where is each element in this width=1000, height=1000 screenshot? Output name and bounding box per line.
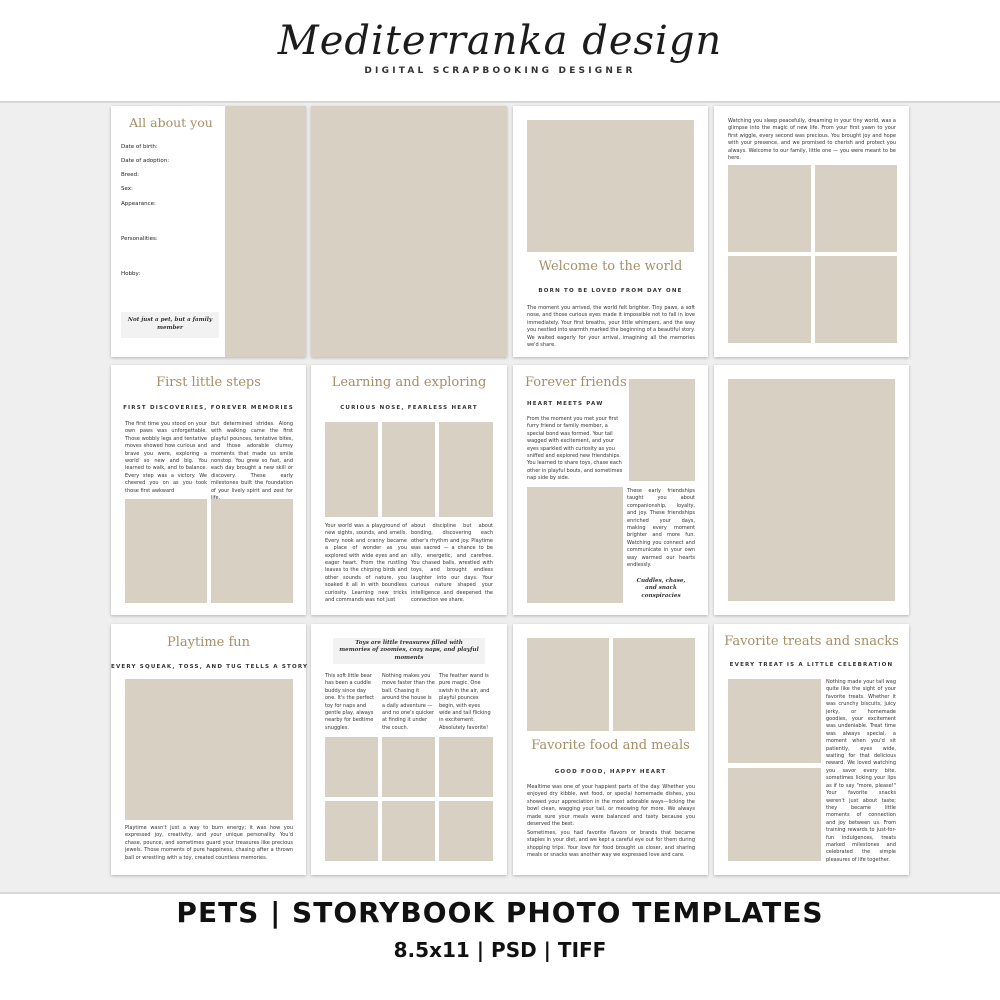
field-label: Sex: [121, 186, 133, 192]
body-text-right: about discipline but about bonding, discovering each other's rhythm and joy. Playtime was sacred — a chance to be silly, energetic, and carefree. You chased balls, wrestled with toys, and brought endless laughter into our days. Your curious nature shaped your intelligence and deepened the connection we share. [411, 523, 493, 604]
page-title: Learning and exploring [331, 375, 487, 390]
photo-placeholder [728, 165, 811, 252]
brand-logo: Mediterranka design [277, 18, 723, 64]
page-title: All about you [129, 115, 213, 130]
page-title: Forever friends [525, 375, 627, 390]
photo-placeholder [728, 679, 821, 763]
photo-placeholder [527, 638, 609, 731]
page-favorite-food-and-meals [513, 624, 708, 875]
page-toys [311, 624, 507, 875]
body-text-left: Your world was a playground of new sights, sounds, and smells. Every nook and cranny became a place of wonder as you explored with wide eyes and an eager heart. From the rustling leaves to the chirping birds and other sounds of nature, you soaked it all in with boundless curiosity. Learning new tricks and commands was not just [325, 523, 407, 604]
body-text-left: This soft little bear has been a cuddle buddy since day one. It's the perfect toy for naps and gentle play, always nearby for bedtime snuggles. [325, 673, 375, 731]
photo-placeholder [815, 256, 897, 343]
photo-placeholder [125, 679, 293, 820]
quote-box: Cuddles, chase, and snack conspiracies [627, 576, 695, 602]
page-full-photo [311, 106, 507, 357]
body-text: From the moment you met your first furry friend or family member, a special bond was formed. Your tail wagged with excitement, and your eyes sparkled with curiosity as you sniffed and explored new friendships. You learned to share toys, chase each other in playful bouts, and sometimes nap side by side. [527, 416, 623, 482]
photo-placeholder [382, 422, 435, 517]
field-label: Appearance: [121, 201, 156, 207]
page-welcome-to-the-world [513, 106, 708, 357]
field-label: Hobby: [121, 271, 141, 277]
page-title: First little steps [156, 375, 261, 390]
page-watching-you-sleep [714, 106, 909, 357]
photo-placeholder [728, 768, 821, 861]
body-text-mid: Nothing makes you move faster than the ball. Chasing it around the house is a daily adventure — and no one's quicker at finding it under the couch. [382, 673, 435, 731]
brand-tagline: DIGITAL SCRAPBOOKING DESIGNER [364, 66, 636, 76]
body-text-right: but determined strides. Along with walking came the first playful pounces, tentative bites, and those adorable clumsy moments that made us smile nonstop. You grew so fast, and each day brought a new skill or discovery. These early milestones built the foundation of your lively spirit and zest for [211, 421, 293, 494]
field-label: Date of adoption: [121, 158, 170, 164]
page-title: Playtime fun [166, 635, 251, 650]
body-text-left: The first time you stood on your own paws was unforgettable. Those wobbly legs and tentative moves showed how curious and brave you were, exploring a world so new and big. You learned to walk, and to balance. Every step was a victory. We cheered you on as you took those first awkward [125, 421, 207, 494]
photo-placeholder [325, 801, 378, 861]
body-text: The moment you arrived, the world felt brighter. Tiny paws, a soft nose, and those curious eyes made it impossible not to fall in love immediately. Your first breaths, your little whimpers, and the way you nestled into warmth marked the beginning of a beautiful story. We waited eagerly for your arrival, imagining all the memories we'd share. [527, 305, 695, 349]
field-label: Breed: [121, 172, 140, 178]
photo-placeholder [439, 422, 493, 517]
page-favorite-treats-and-snacks [714, 624, 909, 875]
body-text: Nothing made your tail wag quite like the sight of your favorite treats. Whether it was crunchy biscuits, juicy jerky, or homemade goodies, your excitement was undeniable. Treat time was always special, a moment when you'd sit patiently, eyes wide, waiting for that delicious reward. We loved watching you savor every bite, sometimes licking your lips as if to say "more, please!" Your favorite snacks weren't just about taste; they became little moments of connection and joy between us. From training rewards to just-for-fun indulgences, treats marked milestones and celebrated the simple pleasures of life together. [826, 679, 896, 863]
page-subtitle: EVERY TREAT IS A LITTLE CELEBRATION [729, 662, 894, 668]
page-title: Welcome to the world [538, 259, 683, 274]
photo-placeholder [211, 499, 293, 603]
photo-placeholder [382, 801, 435, 861]
page-title: Favorite treats and snacks [724, 634, 899, 649]
quote-box: Not just a pet, but a family member [121, 312, 219, 338]
page-full-photo-2 [714, 365, 909, 615]
photo-placeholder [439, 801, 493, 861]
page-playtime-fun [111, 624, 309, 875]
product-formats: 8.5x11 | PSD | TIFF [393, 938, 607, 962]
photo-placeholder [325, 422, 378, 517]
page-subtitle: HEART MEETS PAW [527, 401, 604, 407]
photo-placeholder [728, 256, 811, 343]
photo-placeholder [382, 737, 435, 797]
photo-placeholder [629, 379, 695, 481]
product-title: PETS | STORYBOOK PHOTO TEMPLATES [176, 896, 824, 929]
field-label: Personalities: [121, 236, 158, 242]
photo-placeholder [613, 638, 695, 731]
photo-placeholder [225, 106, 306, 357]
photo-placeholder [527, 120, 694, 252]
photo-placeholder [325, 737, 378, 797]
quote-box: Toys are little treasures filled with memories of zoomies, cozy naps, and playful moments [333, 638, 485, 664]
body-text: Playtime wasn't just a way to burn energy; it was how you expressed joy, creativity, and your unique personality. You'd chase, pounce, and sometimes guard your treasures like precious jewels. Those moments of pure happiness, chasing after a thrown ball or wrestling with a toy, created countless memories. [125, 825, 293, 861]
page-learning-and-exploring [311, 365, 507, 615]
photo-placeholder [527, 487, 623, 603]
page-subtitle: FIRST DISCOVERIES, FOREVER MEMORIES [123, 405, 294, 411]
page-first-little-steps [111, 365, 306, 615]
body-text-2: Sometimes, you had favorite flavors or brands that became staples in your diet, and we kept a careful eye out for them during shopping trips. Your love for food brought us closer, and sharing meals or snacks was another way we expressed love and care. [527, 830, 695, 859]
photo-placeholder [311, 106, 507, 357]
photo-placeholder [728, 379, 895, 601]
page-all-about-you [111, 106, 306, 357]
page-subtitle: CURIOUS NOSE, FEARLESS HEART [340, 405, 478, 411]
photo-placeholder [125, 499, 207, 603]
body-text: Mealtime was one of your happiest parts of the day. Whether you enjoyed dry kibble, wet food, or special homemade dishes, you showed your appreciation in the most adorable ways—licking the bowl clean, wagging your tail, or meowing for more. We always made sure your meals were balanced and tasty because you deserved the best. [527, 784, 695, 828]
page-forever-friends [513, 365, 708, 615]
body-text-side: These early friendships taught you about companionship, loyalty, and joy. These friendships enriched your days, making every moment brighter and more fun. Watching you connect and communicate in your own way warmed our hearts endlessly. [627, 488, 695, 569]
body-text-right: The feather wand is pure magic. One swish in the air, and playful pounces begin, with eyes wide and tail flicking in excitement. Absolutely favorite! [439, 673, 491, 731]
page-subtitle: EVERY SQUEAK, TOSS, AND TUG TELLS A STORY [111, 664, 309, 670]
page-subtitle: GOOD FOOD, HAPPY HEART [554, 769, 667, 775]
field-label: Date of birth: [121, 144, 158, 150]
page-subtitle: BORN TO BE LOVED FROM DAY ONE [538, 288, 683, 294]
photo-placeholder [815, 165, 897, 252]
body-text: Watching you sleep peacefully, dreaming in your tiny world, was a glimpse into the magic of new life. From your first yawn to your first wiggle, every second was precious. You brought joy and hope with your presence, and we promised to cherish and protect you always. Welcome to our family, little one — you were meant to be here. [728, 118, 896, 162]
page-title: Favorite food and meals [531, 738, 690, 753]
header [0, 0, 1000, 100]
photo-placeholder [439, 737, 493, 797]
